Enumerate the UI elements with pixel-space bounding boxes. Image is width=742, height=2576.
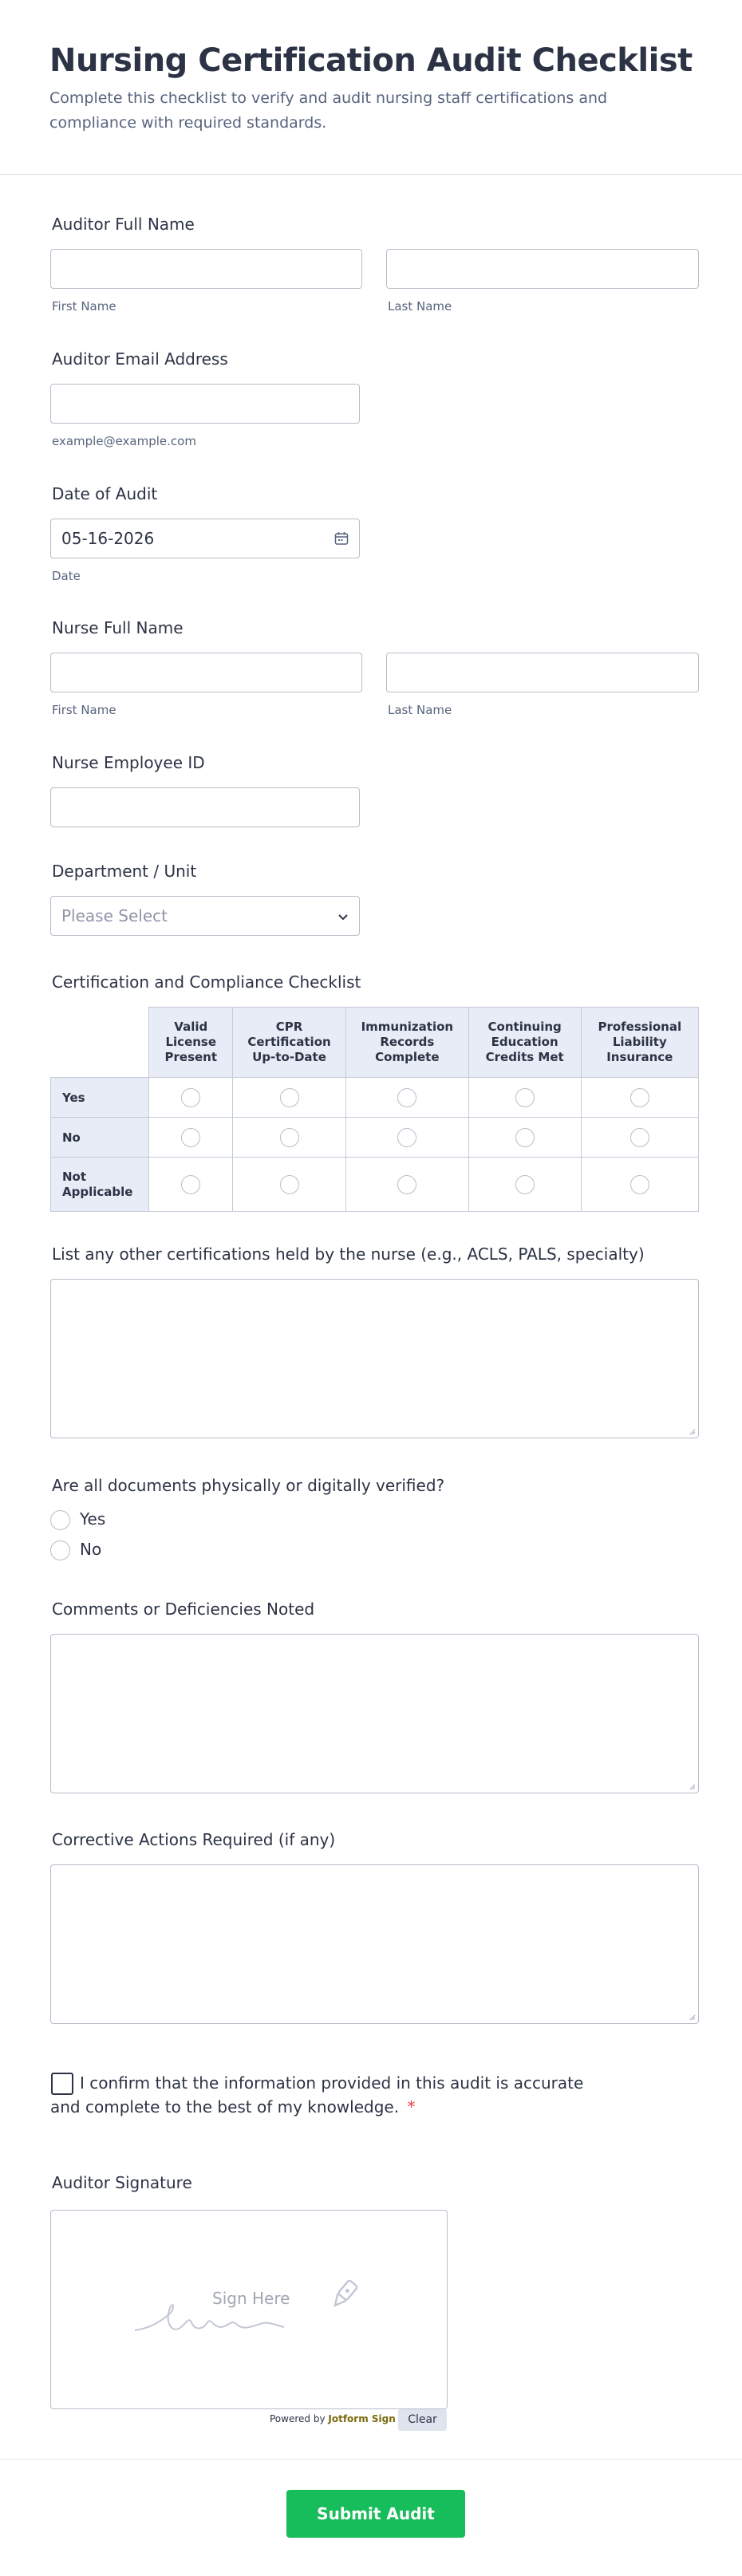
matrix-radio[interactable]: [630, 1128, 649, 1147]
auditor-last-name-input[interactable]: [386, 249, 699, 289]
submit-button[interactable]: Submit Audit: [286, 2490, 465, 2538]
audit-date-sublabel: Date: [52, 569, 81, 583]
audit-date-value: 05-16-2026: [61, 529, 155, 548]
matrix-radio[interactable]: [515, 1128, 535, 1147]
verified-option-no[interactable]: No: [50, 1540, 101, 1560]
resize-handle-icon[interactable]: [688, 1782, 696, 1790]
comments-label: Comments or Deficiencies Noted: [52, 1600, 315, 1619]
audit-date-label: Date of Audit: [52, 484, 158, 503]
nurse-first-name-input[interactable]: [50, 653, 362, 692]
signature-placeholder-graphic: [51, 2211, 448, 2410]
matrix-radio[interactable]: [515, 1175, 535, 1194]
corrective-label: Corrective Actions Required (if any): [52, 1830, 336, 1849]
auditor-email-sublabel: example@example.com: [52, 434, 196, 448]
nurse-id-input[interactable]: [50, 787, 360, 827]
signature-label: Auditor Signature: [52, 2173, 192, 2192]
form-subtitle: Complete this checklist to verify and audit nursing staff certifications and compliance with required standards.: [49, 89, 608, 132]
confirm-text-block: [50, 2071, 609, 2119]
nurse-id-label: Nurse Employee ID: [52, 753, 205, 772]
signature-pad[interactable]: [50, 2210, 448, 2409]
department-select[interactable]: [50, 896, 360, 936]
matrix-radio[interactable]: [515, 1088, 535, 1107]
other-certs-label: List any other certifications held by the nurse (e.g., ACLS, PALS, specialty): [52, 1245, 645, 1264]
nurse-name-label: Nurse Full Name: [52, 618, 184, 637]
matrix-radio[interactable]: [280, 1088, 299, 1107]
other-certs-textarea[interactable]: [50, 1279, 699, 1438]
matrix-radio[interactable]: [397, 1088, 416, 1107]
form-title: Nursing Certification Audit Checklist: [49, 42, 693, 79]
auditor-first-name-sublabel: First Name: [52, 299, 116, 314]
auditor-name-label: Auditor Full Name: [52, 215, 195, 234]
clear-signature-button[interactable]: Clear: [398, 2409, 447, 2431]
nurse-first-name-sublabel: First Name: [52, 703, 116, 717]
auditor-email-label: Auditor Email Address: [52, 349, 228, 369]
matrix-radio[interactable]: [397, 1175, 416, 1194]
resize-handle-icon[interactable]: [688, 1427, 696, 1435]
matrix-radio[interactable]: [630, 1175, 649, 1194]
checklist-matrix: [50, 1007, 699, 1212]
powered-by: Powered by Jotform Sign: [270, 2413, 396, 2424]
confirm-text: I confirm that the information provided in this audit is accurate and complete to the best of my knowledge.: [50, 2073, 584, 2116]
matrix-row-header: No: [51, 1118, 149, 1158]
matrix-radio[interactable]: [181, 1128, 200, 1147]
checklist-label: Certification and Compliance Checklist: [52, 972, 361, 992]
nurse-last-name-sublabel: Last Name: [388, 703, 452, 717]
footer-divider: [0, 2459, 742, 2460]
auditor-email-input[interactable]: [50, 384, 360, 424]
matrix-radio[interactable]: [280, 1128, 299, 1147]
corrective-textarea[interactable]: [50, 1864, 699, 2024]
department-label: Department / Unit: [52, 862, 197, 881]
verified-option-yes[interactable]: Yes: [50, 1509, 105, 1530]
matrix-column-header: Valid License Present: [149, 1008, 233, 1078]
department-placeholder: Please Select: [61, 906, 168, 925]
matrix-radio[interactable]: [181, 1175, 200, 1194]
nurse-last-name-input[interactable]: [386, 653, 699, 692]
signature-placeholder: Sign Here: [212, 2289, 290, 2308]
matrix-row-header: Not Applicable: [51, 1158, 149, 1212]
matrix-corner: [51, 1008, 149, 1078]
matrix-column-header: Continuing Education Credits Met: [468, 1008, 581, 1078]
matrix-column-header: Immunization Records Complete: [345, 1008, 468, 1078]
required-mark: *: [407, 2097, 416, 2116]
verified-label: Are all documents physically or digitally verified?: [52, 1476, 445, 1495]
jotform-sign-brand: Jotform Sign: [328, 2413, 396, 2424]
resize-handle-icon[interactable]: [688, 2013, 696, 2021]
matrix-column-header: CPR Certification Up-to-Date: [233, 1008, 346, 1078]
matrix-radio[interactable]: [181, 1088, 200, 1107]
matrix-row-header: Yes: [51, 1078, 149, 1118]
matrix-radio[interactable]: [280, 1175, 299, 1194]
comments-textarea[interactable]: [50, 1634, 699, 1793]
chevron-down-icon: [337, 910, 349, 926]
radio-button[interactable]: [50, 1510, 70, 1530]
auditor-first-name-input[interactable]: [50, 249, 362, 289]
radio-button[interactable]: [50, 1540, 70, 1560]
matrix-radio[interactable]: [630, 1088, 649, 1107]
form-header: [0, 0, 742, 175]
calendar-icon[interactable]: [334, 531, 349, 546]
matrix-column-header: Professional Liability Insurance: [581, 1008, 698, 1078]
matrix-radio[interactable]: [397, 1128, 416, 1147]
audit-date-input[interactable]: [50, 519, 360, 558]
auditor-last-name-sublabel: Last Name: [388, 299, 452, 314]
